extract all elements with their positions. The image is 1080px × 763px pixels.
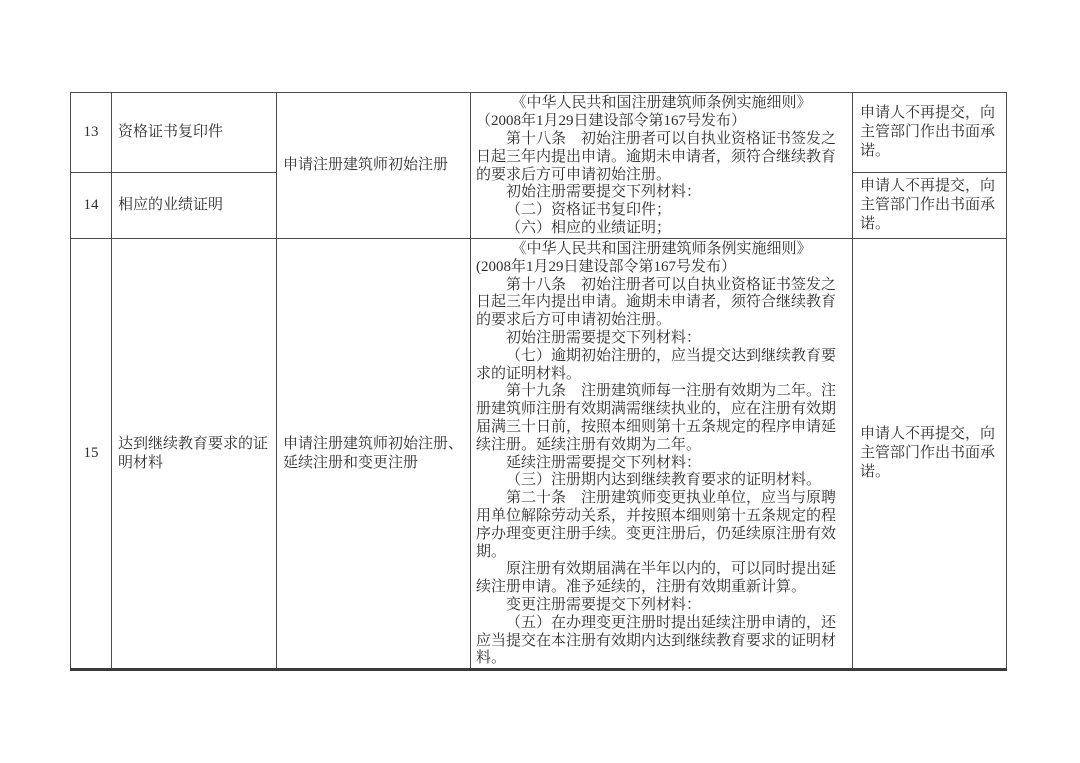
row-14-item-cell bbox=[112, 173, 277, 239]
application-label: 申请注册建筑师初始注册 bbox=[283, 157, 449, 173]
legal-paragraph: 延续注册需要提交下列材料： bbox=[506, 454, 702, 471]
requirements-table bbox=[70, 92, 1007, 671]
legal-paragraph: 第十九条 注册建筑师每一注册有效期为二年。注册建筑师注册有效期满需继续执业的，应在注册有效期届满三十日前，按照本细则第十五条规定的程序申请延续注册。延续注册有效期为二年。 bbox=[476, 383, 837, 453]
legal-paragraph: （五）在办理变更注册时提出延续注册申请的，还应当提交在本注册有效期内达到继续教育要求的证明材料。 bbox=[476, 614, 837, 667]
application-label: 申请注册建筑师初始注册、延续注册和变更注册 bbox=[283, 435, 464, 471]
table-row-13 bbox=[71, 93, 1007, 173]
item-label: 相应的业绩证明 bbox=[118, 197, 224, 213]
row-13-number-cell bbox=[71, 93, 112, 173]
law-issue-line: （2008年1月29日建设部令第167号发布） bbox=[476, 113, 747, 130]
legal-paragraph: （七）逾期初始注册的，应当提交达到继续教育要求的证明材料。 bbox=[476, 347, 837, 382]
legal-paragraph: 第十八条 初始注册者可以自执业资格证书签发之日起三年内提出申请。逾期未申请者，须符合继续教育的要求后方可申请初始注册。 bbox=[476, 276, 837, 329]
legal-paragraph: （二）资格证书复印件； bbox=[506, 202, 672, 219]
row-number: 14 bbox=[83, 197, 99, 213]
row-15-number-cell bbox=[71, 239, 112, 670]
law-issue-line: (2008年1月29日建设部令第167号发布） bbox=[476, 258, 736, 275]
row-13-commitment-cell bbox=[853, 93, 1007, 173]
commitment-text: 申请人不再提交，向主管部门作出书面承诺。 bbox=[860, 426, 996, 481]
law-title: 《中华人民共和国注册建筑师条例实施细则》 bbox=[511, 241, 812, 257]
legal-paragraph: 第二十条 注册建筑师变更执业单位，应当与原聘用单位解除劳动关系，并按照本细则第十五条规定的程序办理变更注册手续。变更注册后，仍延续原注册有效期。 bbox=[476, 490, 837, 560]
row-13-item-cell bbox=[112, 93, 277, 173]
application-cell-15 bbox=[277, 239, 471, 670]
table-row-15 bbox=[71, 239, 1007, 670]
application-cell-13-14 bbox=[277, 93, 471, 239]
legal-paragraph: 初始注册需要提交下列材料： bbox=[506, 184, 702, 201]
commitment-text: 申请人不再提交，向主管部门作出书面承诺。 bbox=[860, 178, 996, 232]
legal-paragraph: 原注册有效期届满在半年以内的，可以同时提出延续注册申请。准予延续的，注册有效期重新计算。 bbox=[476, 561, 837, 596]
row-14-number-cell bbox=[71, 173, 112, 239]
legal-basis-cell-13-14 bbox=[471, 93, 853, 239]
legal-paragraph: （六）相应的业绩证明； bbox=[506, 219, 672, 236]
row-15-item-cell bbox=[112, 239, 277, 670]
legal-paragraph: （三）注册期内达到继续教育要求的证明材料。 bbox=[506, 472, 822, 489]
item-label: 达到继续教育要求的证明材料 bbox=[118, 435, 269, 471]
legal-paragraph: 第十八条 初始注册者可以自执业资格证书签发之日起三年内提出申请。逾期未申请者，须符合继续教育的要求后方可申请初始注册。 bbox=[476, 130, 837, 183]
commitment-text: 申请人不再提交，向主管部门作出书面承诺。 bbox=[860, 105, 996, 159]
law-title: 《中华人民共和国注册建筑师条例实施细则》 bbox=[511, 95, 812, 112]
legal-paragraph: 初始注册需要提交下列材料： bbox=[506, 329, 702, 346]
row-15-commitment-cell bbox=[853, 239, 1007, 670]
item-label: 资格证书复印件 bbox=[118, 124, 224, 140]
legal-basis-cell-15 bbox=[471, 239, 853, 670]
row-14-commitment-cell bbox=[853, 173, 1007, 239]
row-number: 13 bbox=[83, 124, 99, 140]
row-number: 15 bbox=[83, 445, 99, 462]
legal-paragraph: 变更注册需要提交下列材料： bbox=[506, 596, 702, 613]
